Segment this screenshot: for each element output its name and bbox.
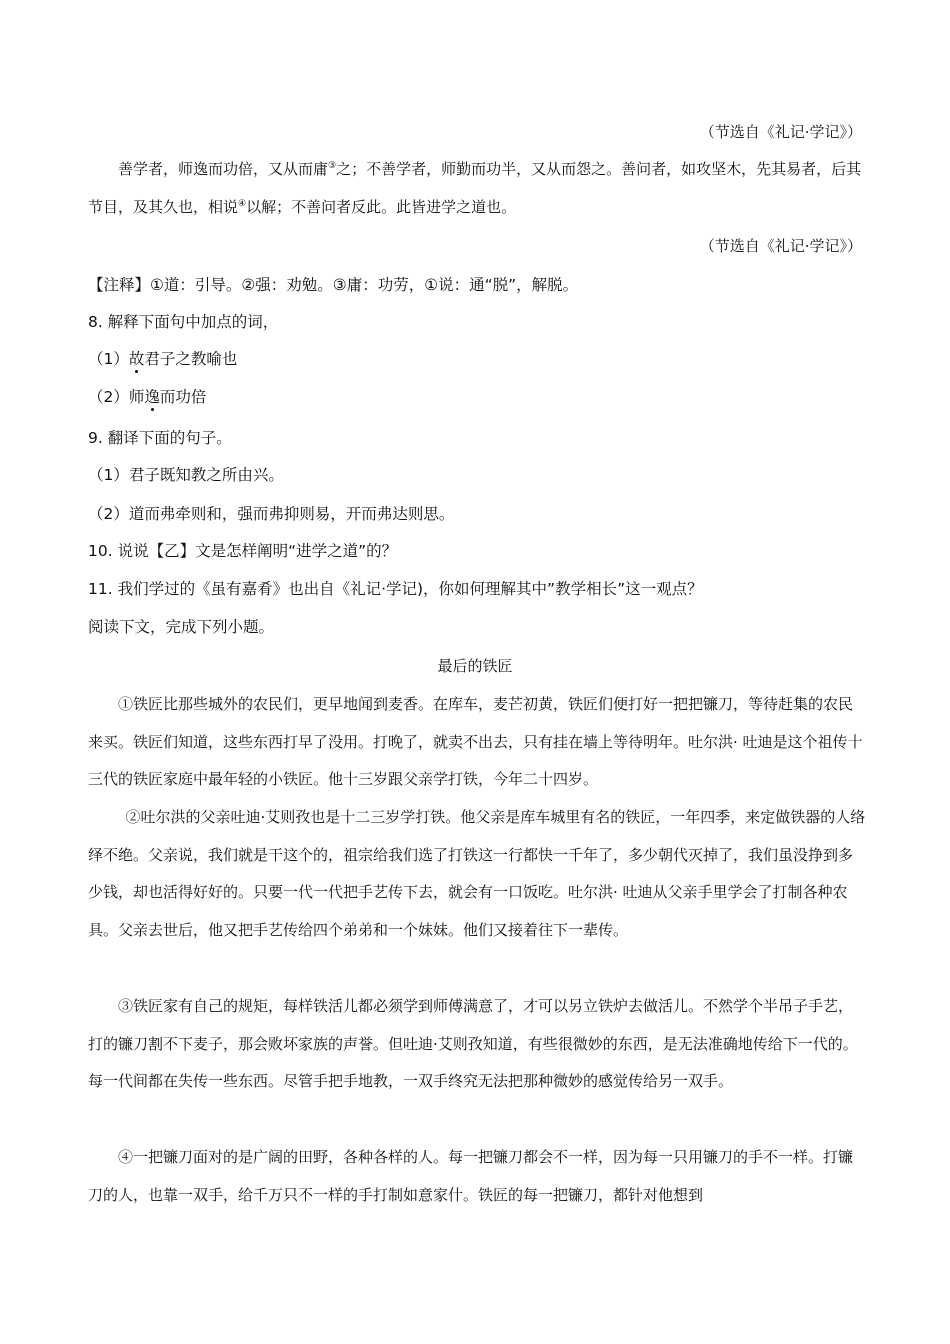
question-8-item-2: （2）师逸而功倍 [88, 388, 207, 406]
question-9-item-1: （1）君子既知教之所由兴。 [88, 466, 284, 484]
story-paragraph-1: ①铁匠比那些城外的农民们，更早地闻到麦香。在库车，麦芒初黄，铁匠们便打好一把把镰刀，等待赶集的农民来买。铁匠们知道，这些东西打早了没用。打晚了，就卖不出去，只有挂在墙上等待明年。吐尔洪· 吐迪是这个祖传十三代的铁匠家庭中最年轻的小铁匠。他十三岁跟父亲学打铁，今年二十四岁。 [88, 695, 863, 788]
story-paragraph-3: ③铁匠家有自己的规矩，每样铁活儿都必须学到师傅满意了，才可以另立铁炉去做活儿。不然学个半吊子手艺，打的镰刀割不下麦子，那会败坏家族的声誉。但吐迪·艾则孜知道，有些很微妙的东西，是无法准确地传给下一代的。每一代间都在失传一些东西。尽管手把手地教，一双手终究无法把那种微妙的感觉传给另一双手。 [88, 997, 858, 1090]
story-paragraph-4: ④一把镰刀面对的是广阔的田野，各种各样的人。每一把镰刀都会不一样，因为每一只用镰刀的手不一样。打镰刀的人，也靠一双手，给千万只不一样的手打制如意家什。铁匠的每一把镰刀，都针对他想到 [88, 1148, 854, 1204]
reading-instruction: 阅读下文，完成下列小题。 [88, 618, 275, 636]
question-9-item-2: （2）道而弗牵则和，强而弗抑则易，开而弗达则思。 [88, 505, 455, 523]
source-citation-2: （节选自《礼记·学记》） [699, 237, 862, 255]
notes: 【注释】①道：引导。②强：劝勉。③庸：功劳，①说：通“脱”，解脱。 [88, 276, 579, 294]
question-9: 9. 翻译下面的句子。 [88, 429, 232, 447]
dotted-word: 逸 [144, 388, 160, 406]
story-paragraph-2: ②吐尔洪的父亲吐迪·艾则孜也是十二三岁学打铁。他父亲是库车城里有名的铁匠，一年四季，来定做铁器的人络绎不绝。父亲说，我们就是干这个的，祖宗给我们选了打铁这一行都快一千年了，多少朝代灭掉了，我们虽没挣到多少钱，却也活得好好的。只要一代一代把手艺传下去，就会有一口饭吃。吐尔洪· 吐迪从父亲手里学会了打制各种农具。父亲去世后，他又把手艺传给四个弟弟和一个妹妹。他们又接着往下一辈传。 [88, 808, 866, 939]
story-title: 最后的铁匠 [437, 657, 513, 675]
question-8: 8. 解释下面句中加点的词， [88, 313, 279, 331]
question-8-item-1: （1）故君子之教喻也 [88, 350, 238, 368]
passage-b: 善学者，师逸而功倍，又从而庸③之；不善学者，师勤而功半，又从而怨之。善问者，如攻坚木，先其易者，后其节目，及其久也，相说④以解；不善问者反此。此皆进学之道也。 [88, 160, 862, 216]
source-citation-1: （节选自《礼记·学记》） [699, 123, 862, 141]
question-10: 10. 说说【乙】文是怎样阐明“进学之道”的？ [88, 542, 398, 560]
dotted-word: 故 [128, 350, 145, 368]
question-11: 11. 我们学过的《虽有嘉肴》也出自《礼记·学记)，你如何理解其中”教学相长”这一观点？ [88, 580, 703, 598]
